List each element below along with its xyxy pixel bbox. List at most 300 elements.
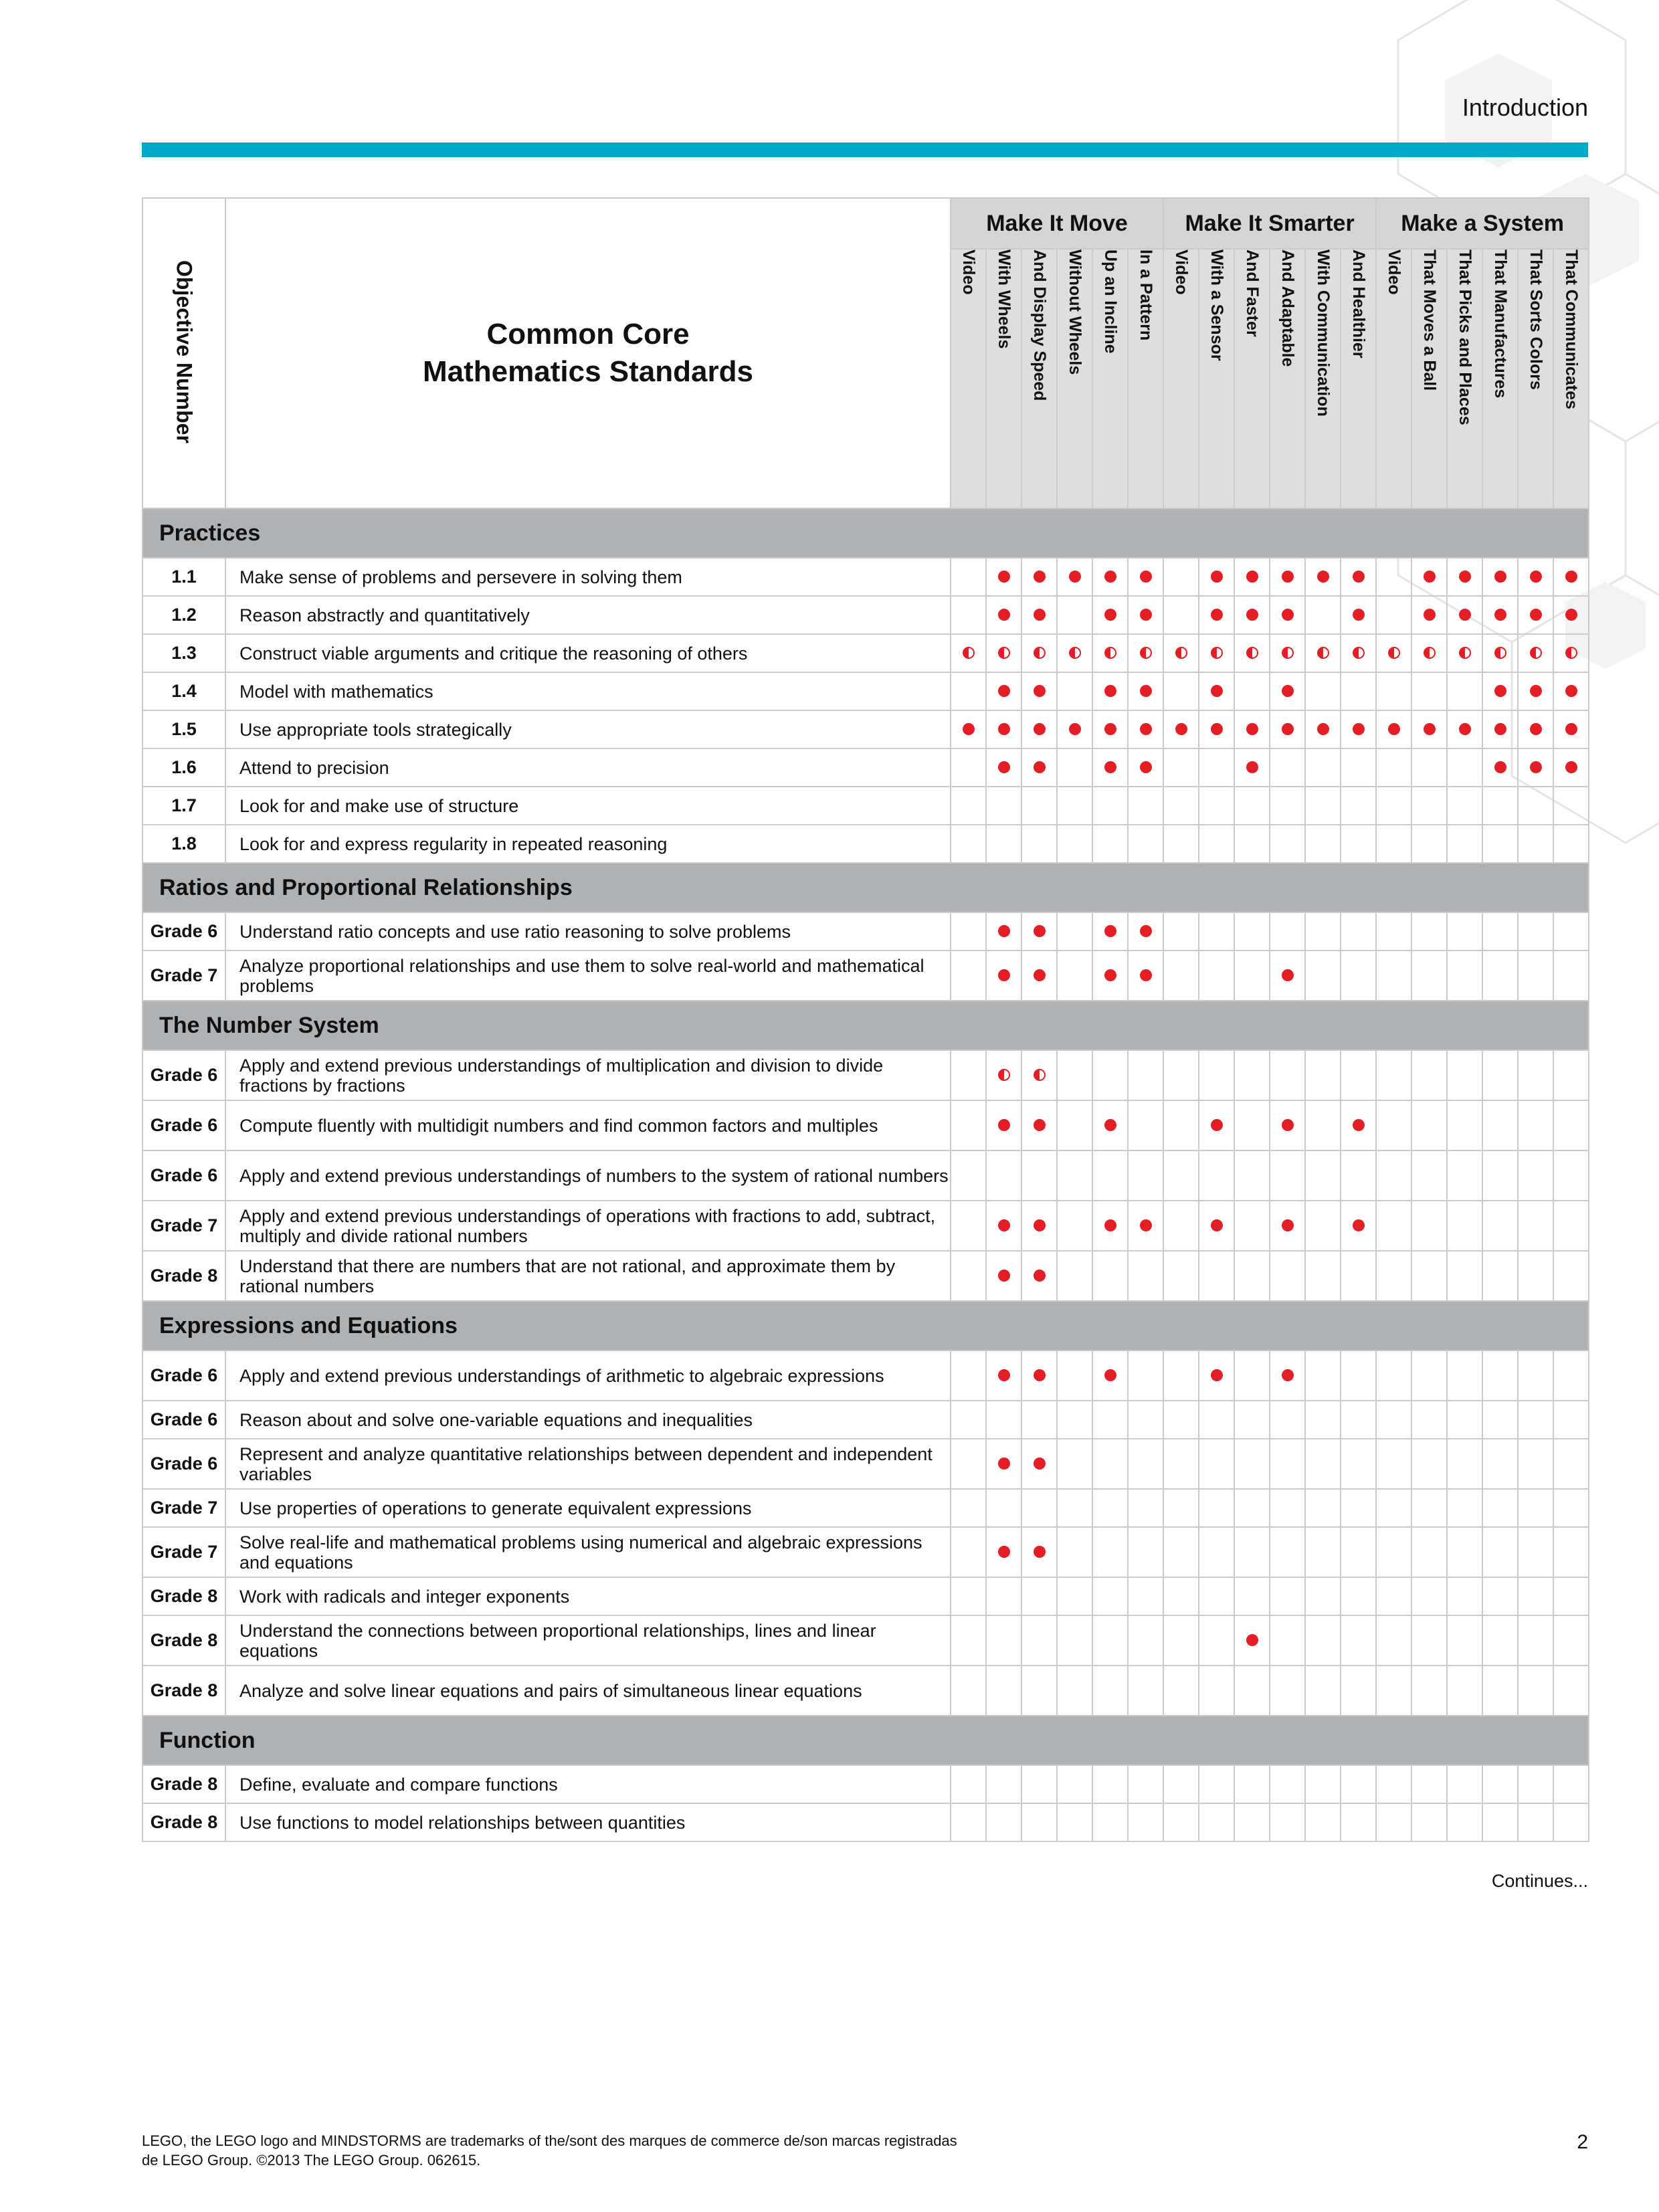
- marker-cell: [1092, 1439, 1128, 1489]
- table-row: [142, 1100, 1589, 1150]
- marker-cell: [1411, 1251, 1447, 1301]
- objective-number: Grade 8: [142, 1615, 225, 1666]
- marker-cell: [1553, 1251, 1589, 1301]
- marker-cell: [1482, 634, 1518, 672]
- standards-table: [142, 197, 1589, 1842]
- full-dot-icon: [998, 1270, 1010, 1282]
- marker-cell: [1021, 1803, 1057, 1841]
- marker-cell: [1482, 748, 1518, 787]
- marker-cell: [1305, 1765, 1341, 1803]
- marker-cell: [1021, 1251, 1057, 1301]
- full-dot-icon: [1140, 571, 1152, 583]
- marker-cell: [1553, 596, 1589, 634]
- section-title: Expressions and Equations: [142, 1301, 1589, 1350]
- marker-cell: [1234, 825, 1270, 863]
- marker-cell: [1482, 672, 1518, 710]
- full-dot-icon: [963, 723, 975, 735]
- activity-label: In a Pattern: [1137, 249, 1156, 341]
- marker-cell: [1482, 1489, 1518, 1527]
- full-dot-icon: [1140, 685, 1152, 697]
- table-row: [142, 1577, 1589, 1615]
- marker-cell: [1411, 1401, 1447, 1439]
- marker-cell: [1163, 1150, 1199, 1201]
- continues-label: Continues...: [1491, 1871, 1588, 1891]
- full-dot-icon: [1246, 1634, 1258, 1646]
- marker-cell: [1482, 1577, 1518, 1615]
- full-dot-icon: [1211, 1219, 1223, 1231]
- marker-cell: [1092, 1150, 1128, 1201]
- marker-cell: [986, 1666, 1021, 1716]
- full-dot-icon: [1353, 1219, 1365, 1231]
- activity-header: [1376, 249, 1411, 508]
- marker-cell: [1341, 1489, 1376, 1527]
- marker-cell: [1482, 950, 1518, 1001]
- marker-cell: [1341, 1666, 1376, 1716]
- marker-cell: [1128, 1765, 1163, 1803]
- full-dot-icon: [1034, 609, 1046, 621]
- marker-cell: [1270, 558, 1305, 596]
- full-dot-icon: [998, 969, 1010, 981]
- marker-cell: [1057, 1527, 1092, 1577]
- marker-cell: [1553, 1765, 1589, 1803]
- marker-cell: [1341, 825, 1376, 863]
- marker-cell: [1341, 1100, 1376, 1150]
- full-dot-icon: [998, 1219, 1010, 1231]
- full-dot-icon: [1034, 1219, 1046, 1231]
- marker-cell: [1057, 1615, 1092, 1666]
- marker-cell: [1021, 1489, 1057, 1527]
- full-dot-icon: [1530, 609, 1542, 621]
- full-dot-icon: [1530, 685, 1542, 697]
- marker-cell: [1553, 1100, 1589, 1150]
- activity-label: That Manufactures: [1491, 249, 1510, 399]
- marker-cell: [1482, 596, 1518, 634]
- full-dot-icon: [1282, 1369, 1294, 1381]
- marker-cell: [1482, 1350, 1518, 1401]
- full-dot-icon: [998, 723, 1010, 735]
- marker-cell: [1482, 1050, 1518, 1100]
- marker-cell: [1305, 672, 1341, 710]
- marker-cell: [1411, 710, 1447, 748]
- standard-text: Look for and make use of structure: [225, 787, 951, 825]
- marker-cell: [951, 1489, 986, 1527]
- marker-cell: [1234, 634, 1270, 672]
- marker-cell: [1234, 1350, 1270, 1401]
- table-row: [142, 710, 1589, 748]
- standard-text: Define, evaluate and compare functions: [225, 1765, 951, 1803]
- marker-cell: [1447, 1100, 1482, 1150]
- objective-number: Grade 6: [142, 1350, 225, 1401]
- objective-number: 1.4: [142, 672, 225, 710]
- marker-cell: [1021, 634, 1057, 672]
- marker-cell: [1163, 1100, 1199, 1150]
- marker-cell: [986, 1439, 1021, 1489]
- marker-cell: [1553, 1615, 1589, 1666]
- marker-cell: [1199, 1401, 1234, 1439]
- marker-cell: [1057, 1100, 1092, 1150]
- marker-cell: [1021, 1527, 1057, 1577]
- marker-cell: [1270, 787, 1305, 825]
- table-row: [142, 1527, 1589, 1577]
- marker-cell: [1163, 1615, 1199, 1666]
- marker-cell: [1518, 1666, 1553, 1716]
- full-dot-icon: [1140, 609, 1152, 621]
- marker-cell: [1128, 558, 1163, 596]
- marker-cell: [1518, 1527, 1553, 1577]
- standard-text: Apply and extend previous understandings of operations with fractions to add, subtract, multiply and divide rational numbers: [225, 1201, 951, 1251]
- marker-cell: [1092, 825, 1128, 863]
- marker-cell: [1341, 558, 1376, 596]
- marker-cell: [1270, 1615, 1305, 1666]
- marker-cell: [1021, 1100, 1057, 1150]
- marker-cell: [1128, 1666, 1163, 1716]
- marker-cell: [1234, 1489, 1270, 1527]
- section-title: The Number System: [142, 1001, 1589, 1050]
- objective-number: Grade 6: [142, 1439, 225, 1489]
- activity-label: That Moves a Ball: [1420, 249, 1440, 391]
- marker-cell: [1305, 1577, 1341, 1615]
- marker-cell: [1518, 634, 1553, 672]
- marker-cell: [1341, 1201, 1376, 1251]
- half-dot-icon: [1034, 1069, 1046, 1081]
- marker-cell: [1411, 1201, 1447, 1251]
- standard-text: Make sense of problems and persevere in solving them: [225, 558, 951, 596]
- full-dot-icon: [998, 925, 1010, 937]
- marker-cell: [1305, 1350, 1341, 1401]
- marker-cell: [1163, 596, 1199, 634]
- marker-cell: [1518, 710, 1553, 748]
- full-dot-icon: [1104, 925, 1116, 937]
- marker-cell: [1199, 1666, 1234, 1716]
- marker-cell: [1092, 1615, 1128, 1666]
- activity-header: [1553, 249, 1589, 508]
- marker-cell: [1553, 1401, 1589, 1439]
- full-dot-icon: [1424, 571, 1436, 583]
- marker-cell: [1518, 1350, 1553, 1401]
- activity-label: Video: [959, 249, 978, 295]
- table-header-row: [142, 198, 1589, 249]
- group-header-make-it-move: Make It Move: [951, 198, 1163, 249]
- marker-cell: [1270, 710, 1305, 748]
- marker-cell: [1305, 912, 1341, 950]
- table-row: [142, 1489, 1589, 1527]
- marker-cell: [1128, 1401, 1163, 1439]
- marker-cell: [1411, 950, 1447, 1001]
- marker-cell: [1553, 748, 1589, 787]
- full-dot-icon: [1317, 723, 1329, 735]
- marker-cell: [1553, 1201, 1589, 1251]
- marker-cell: [1199, 634, 1234, 672]
- activity-header: [1057, 249, 1092, 508]
- marker-cell: [1376, 1765, 1411, 1803]
- marker-cell: [1128, 1615, 1163, 1666]
- marker-cell: [1411, 787, 1447, 825]
- marker-cell: [1128, 1803, 1163, 1841]
- marker-cell: [1341, 1615, 1376, 1666]
- marker-cell: [1270, 1150, 1305, 1201]
- marker-cell: [1447, 1251, 1482, 1301]
- marker-cell: [1199, 787, 1234, 825]
- marker-cell: [1411, 912, 1447, 950]
- full-dot-icon: [1530, 723, 1542, 735]
- marker-cell: [1057, 1439, 1092, 1489]
- marker-cell: [1092, 672, 1128, 710]
- table-row: [142, 1251, 1589, 1301]
- group-header-make-a-system: Make a System: [1376, 198, 1589, 249]
- marker-cell: [1553, 1666, 1589, 1716]
- marker-cell: [1270, 748, 1305, 787]
- standard-text: Understand ratio concepts and use ratio reasoning to solve problems: [225, 912, 951, 950]
- marker-cell: [951, 710, 986, 748]
- marker-cell: [1092, 1527, 1128, 1577]
- marker-cell: [1305, 1439, 1341, 1489]
- full-dot-icon: [1069, 723, 1081, 735]
- marker-cell: [1411, 748, 1447, 787]
- marker-cell: [1341, 1401, 1376, 1439]
- activity-header: [1518, 249, 1553, 508]
- full-dot-icon: [1565, 685, 1577, 697]
- marker-cell: [1341, 1350, 1376, 1401]
- full-dot-icon: [1317, 571, 1329, 583]
- marker-cell: [1234, 1765, 1270, 1803]
- marker-cell: [1305, 1489, 1341, 1527]
- full-dot-icon: [1565, 609, 1577, 621]
- standard-text: Apply and extend previous understandings of multiplication and division to divide fractions by fractions: [225, 1050, 951, 1100]
- marker-cell: [1199, 1251, 1234, 1301]
- marker-cell: [1376, 1489, 1411, 1527]
- marker-cell: [1057, 1201, 1092, 1251]
- marker-cell: [1482, 1150, 1518, 1201]
- full-dot-icon: [998, 761, 1010, 773]
- marker-cell: [1482, 1527, 1518, 1577]
- marker-cell: [1128, 912, 1163, 950]
- table-row: [142, 1150, 1589, 1201]
- marker-cell: [1057, 634, 1092, 672]
- marker-cell: [951, 672, 986, 710]
- marker-cell: [1163, 1401, 1199, 1439]
- marker-cell: [1341, 710, 1376, 748]
- marker-cell: [1092, 912, 1128, 950]
- marker-cell: [1376, 1350, 1411, 1401]
- marker-cell: [1199, 1201, 1234, 1251]
- marker-cell: [951, 1577, 986, 1615]
- standard-text: Model with mathematics: [225, 672, 951, 710]
- marker-cell: [1270, 672, 1305, 710]
- activity-label: Video: [1385, 249, 1404, 295]
- marker-cell: [1518, 1577, 1553, 1615]
- marker-cell: [1482, 787, 1518, 825]
- marker-cell: [1021, 1401, 1057, 1439]
- marker-cell: [1234, 950, 1270, 1001]
- section-title: Ratios and Proportional Relationships: [142, 863, 1589, 912]
- marker-cell: [1341, 1439, 1376, 1489]
- objective-number: Grade 7: [142, 1489, 225, 1527]
- marker-cell: [1482, 1666, 1518, 1716]
- objective-number: Grade 6: [142, 912, 225, 950]
- activity-label: That Sorts Colors: [1527, 249, 1546, 390]
- marker-cell: [1199, 1100, 1234, 1150]
- marker-cell: [1021, 825, 1057, 863]
- half-dot-icon: [1034, 647, 1046, 659]
- marker-cell: [1234, 1615, 1270, 1666]
- marker-cell: [1376, 1527, 1411, 1577]
- activity-label: That Picks and Places: [1456, 249, 1475, 425]
- marker-cell: [1482, 1765, 1518, 1803]
- marker-cell: [1376, 672, 1411, 710]
- marker-cell: [1092, 558, 1128, 596]
- full-dot-icon: [1353, 571, 1365, 583]
- marker-cell: [1199, 1150, 1234, 1201]
- marker-cell: [1447, 1439, 1482, 1489]
- marker-cell: [1270, 912, 1305, 950]
- marker-cell: [1376, 1050, 1411, 1100]
- marker-cell: [951, 1439, 986, 1489]
- standards-header: [225, 198, 951, 508]
- marker-cell: [1128, 672, 1163, 710]
- marker-cell: [1057, 596, 1092, 634]
- full-dot-icon: [1282, 1219, 1294, 1231]
- marker-cell: [986, 710, 1021, 748]
- marker-cell: [1234, 1803, 1270, 1841]
- marker-cell: [1057, 1577, 1092, 1615]
- marker-cell: [1518, 950, 1553, 1001]
- activity-label: Video: [1172, 249, 1191, 295]
- full-dot-icon: [1282, 685, 1294, 697]
- marker-cell: [1270, 1489, 1305, 1527]
- marker-cell: [1376, 558, 1411, 596]
- full-dot-icon: [1140, 761, 1152, 773]
- objective-number: 1.5: [142, 710, 225, 748]
- marker-cell: [1021, 672, 1057, 710]
- marker-cell: [986, 1050, 1021, 1100]
- full-dot-icon: [1211, 685, 1223, 697]
- marker-cell: [1305, 748, 1341, 787]
- full-dot-icon: [998, 1119, 1010, 1131]
- activity-header: [1128, 249, 1163, 508]
- marker-cell: [1092, 748, 1128, 787]
- marker-cell: [1199, 912, 1234, 950]
- marker-cell: [1092, 710, 1128, 748]
- table-row: [142, 912, 1589, 950]
- marker-cell: [1128, 634, 1163, 672]
- marker-cell: [1092, 1765, 1128, 1803]
- marker-cell: [1305, 1050, 1341, 1100]
- marker-cell: [986, 1350, 1021, 1401]
- table-row: [142, 1201, 1589, 1251]
- marker-cell: [1447, 825, 1482, 863]
- marker-cell: [1128, 950, 1163, 1001]
- table-row: [142, 787, 1589, 825]
- marker-cell: [1341, 950, 1376, 1001]
- marker-cell: [1305, 596, 1341, 634]
- marker-cell: [1447, 710, 1482, 748]
- half-dot-icon: [1104, 647, 1116, 659]
- marker-cell: [1270, 1201, 1305, 1251]
- marker-cell: [1021, 787, 1057, 825]
- marker-cell: [1057, 748, 1092, 787]
- marker-cell: [1057, 950, 1092, 1001]
- marker-cell: [1518, 1251, 1553, 1301]
- marker-cell: [1234, 1577, 1270, 1615]
- marker-cell: [1553, 1489, 1589, 1527]
- marker-cell: [1482, 1803, 1518, 1841]
- marker-cell: [1411, 1615, 1447, 1666]
- standard-text: Analyze and solve linear equations and pairs of simultaneous linear equations: [225, 1666, 951, 1716]
- marker-cell: [1305, 634, 1341, 672]
- marker-cell: [1163, 950, 1199, 1001]
- half-dot-icon: [1388, 647, 1400, 659]
- half-dot-icon: [963, 647, 975, 659]
- marker-cell: [1199, 1489, 1234, 1527]
- full-dot-icon: [998, 571, 1010, 583]
- marker-cell: [1234, 710, 1270, 748]
- standard-text: Analyze proportional relationships and use them to solve real-world and mathematical problems: [225, 950, 951, 1001]
- marker-cell: [986, 1615, 1021, 1666]
- marker-cell: [1447, 1803, 1482, 1841]
- objective-number: Grade 7: [142, 950, 225, 1001]
- marker-cell: [1092, 950, 1128, 1001]
- marker-cell: [1553, 912, 1589, 950]
- marker-cell: [951, 1251, 986, 1301]
- marker-cell: [1163, 1577, 1199, 1615]
- half-dot-icon: [998, 647, 1010, 659]
- activity-header: [1270, 249, 1305, 508]
- marker-cell: [1128, 1050, 1163, 1100]
- marker-cell: [1021, 912, 1057, 950]
- marker-cell: [1447, 912, 1482, 950]
- marker-cell: [1057, 558, 1092, 596]
- marker-cell: [1270, 1100, 1305, 1150]
- full-dot-icon: [998, 685, 1010, 697]
- table-row: [142, 596, 1589, 634]
- marker-cell: [1376, 1201, 1411, 1251]
- marker-cell: [1057, 825, 1092, 863]
- marker-cell: [1234, 1050, 1270, 1100]
- marker-cell: [986, 1765, 1021, 1803]
- marker-cell: [1305, 825, 1341, 863]
- marker-cell: [1411, 634, 1447, 672]
- marker-cell: [1234, 1251, 1270, 1301]
- marker-cell: [1163, 710, 1199, 748]
- marker-cell: [1128, 1100, 1163, 1150]
- marker-cell: [1341, 912, 1376, 950]
- marker-cell: [1057, 1251, 1092, 1301]
- marker-cell: [1270, 1251, 1305, 1301]
- half-dot-icon: [1140, 647, 1152, 659]
- marker-cell: [986, 558, 1021, 596]
- activity-header: [1341, 249, 1376, 508]
- marker-cell: [1128, 710, 1163, 748]
- marker-cell: [1447, 1666, 1482, 1716]
- footer-legal: [142, 2131, 1279, 2170]
- marker-cell: [1163, 672, 1199, 710]
- activity-label: With Communication: [1314, 249, 1333, 417]
- marker-cell: [1341, 748, 1376, 787]
- objective-number: Grade 8: [142, 1251, 225, 1301]
- full-dot-icon: [1494, 609, 1506, 621]
- section-title: Function: [142, 1716, 1589, 1765]
- marker-cell: [1199, 672, 1234, 710]
- marker-cell: [1163, 1350, 1199, 1401]
- marker-cell: [1482, 825, 1518, 863]
- full-dot-icon: [1424, 723, 1436, 735]
- footer-line2: de LEGO Group. ©2013 The LEGO Group. 062615.: [142, 2152, 481, 2169]
- marker-cell: [1057, 1489, 1092, 1527]
- full-dot-icon: [1034, 1546, 1046, 1558]
- marker-cell: [1163, 558, 1199, 596]
- half-dot-icon: [1246, 647, 1258, 659]
- full-dot-icon: [1565, 723, 1577, 735]
